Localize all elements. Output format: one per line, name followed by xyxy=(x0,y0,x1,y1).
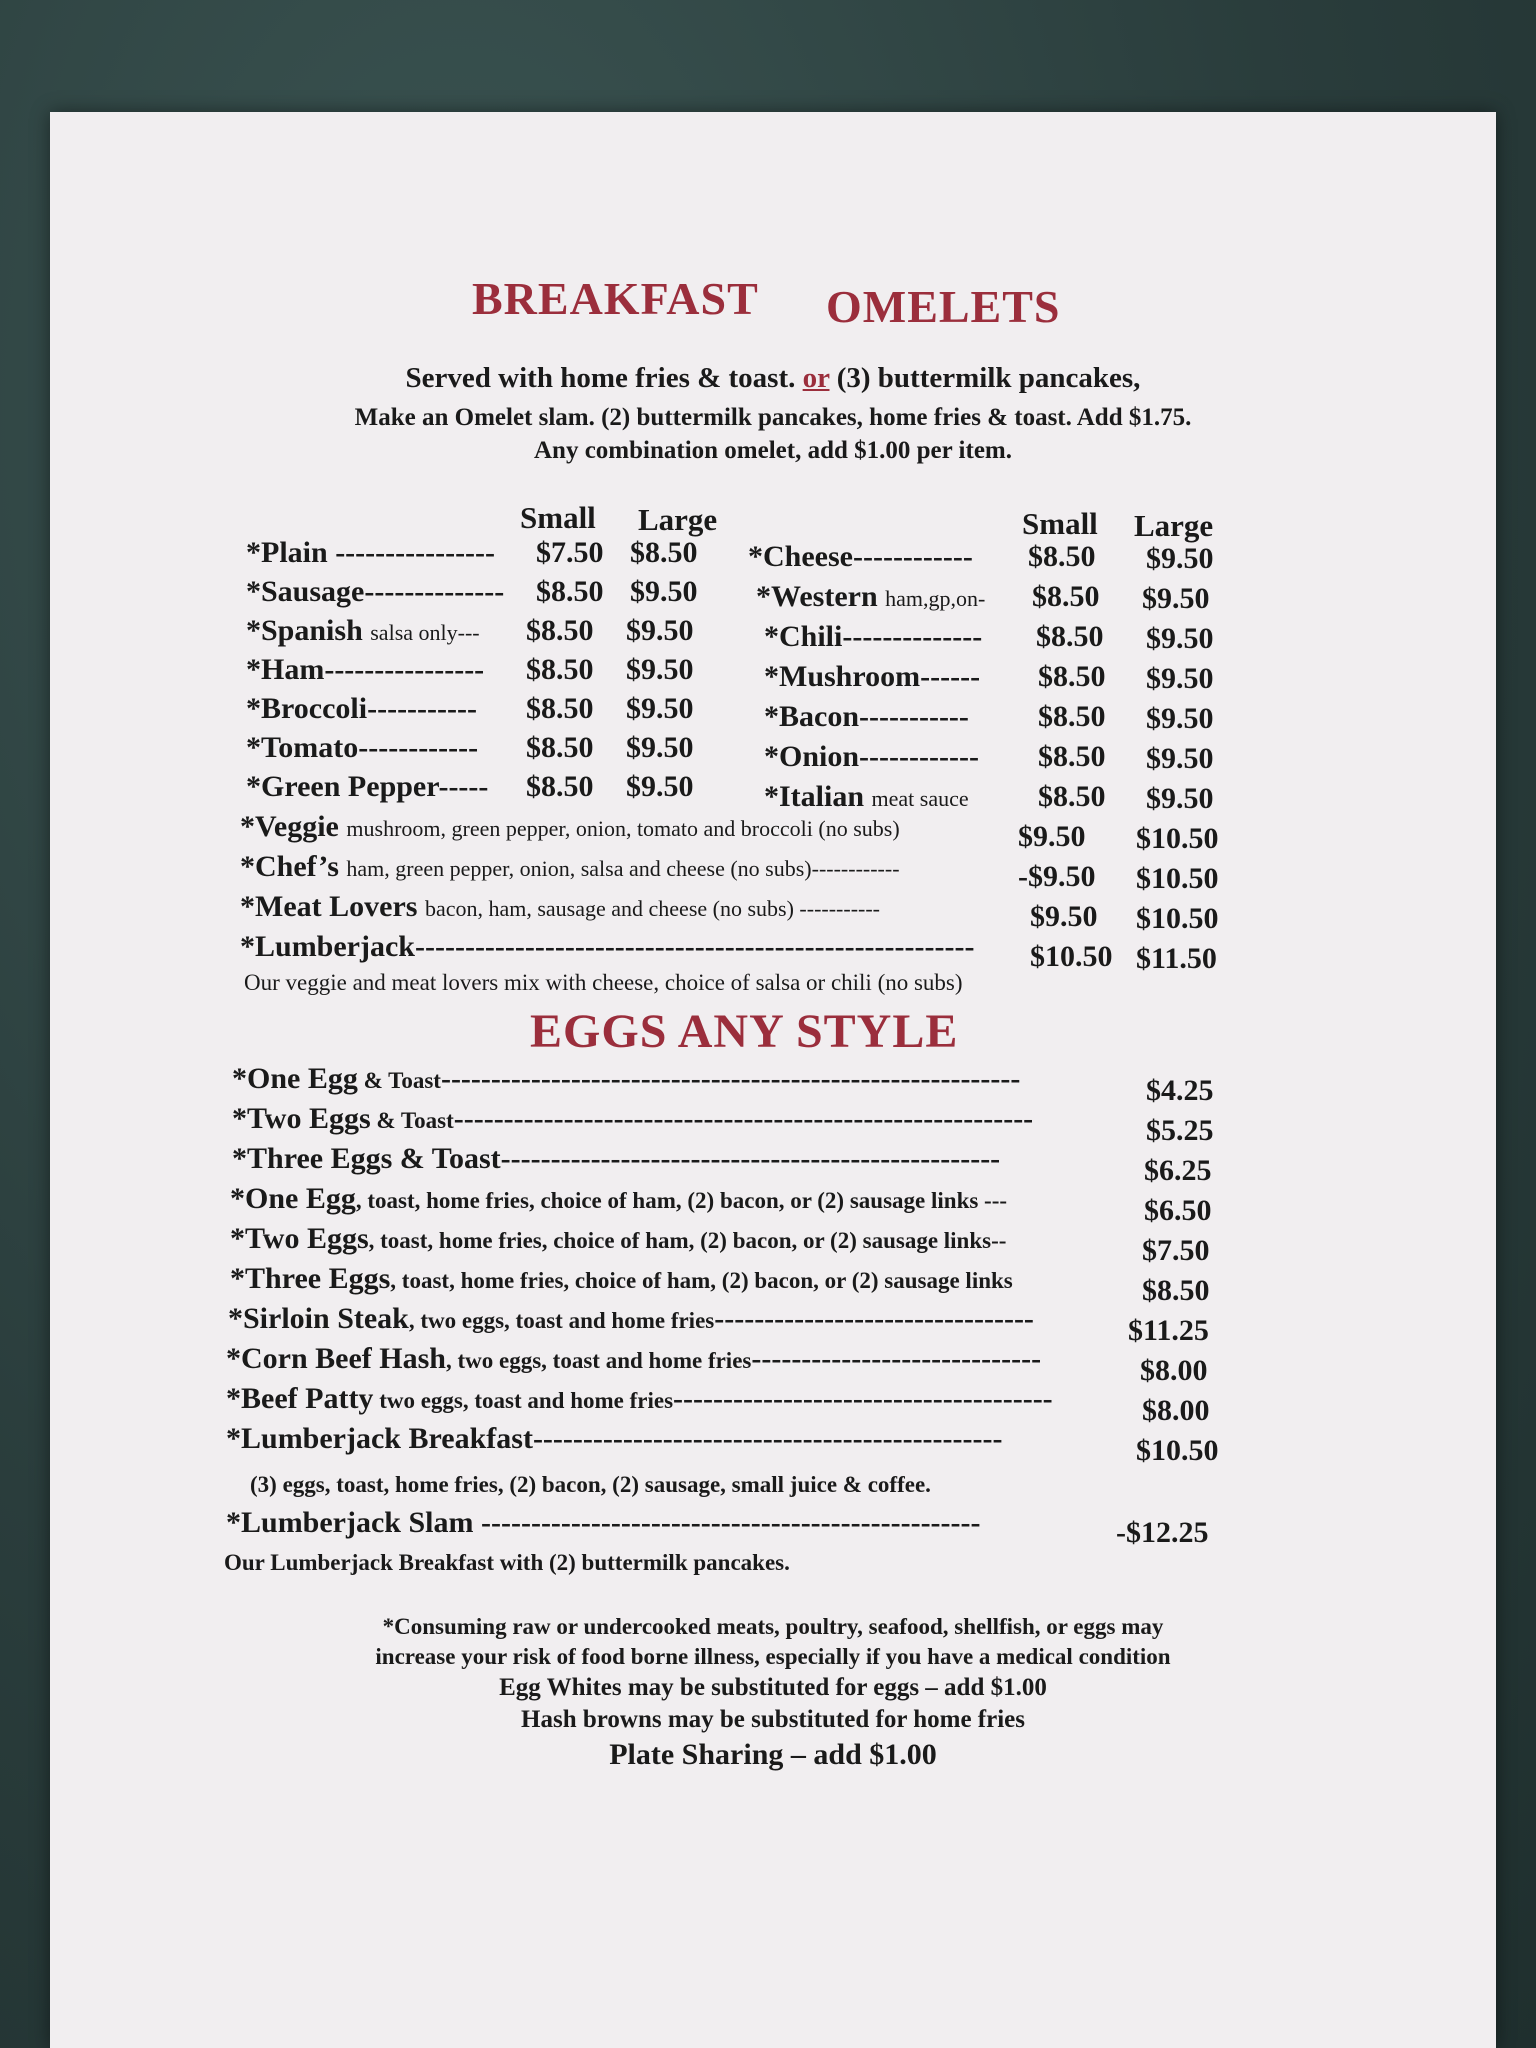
omelet-green-pepper: *Green Pepper----- xyxy=(246,770,489,803)
omelet-chili-large-price: $9.50 xyxy=(1146,622,1214,655)
omelet-chili: *Chili-------------- xyxy=(764,620,983,653)
omelet-ham-large-price: $9.50 xyxy=(626,653,694,686)
eggs-item-sirloin-steak: *Sirloin Steak, two eggs, toast and home fries-------------------------------- xyxy=(228,1302,1034,1335)
omelet-meat-lovers-large-price: $10.50 xyxy=(1136,902,1219,935)
intro-line-1: Served with home fries & toast. or (3) buttermilk pancakes, xyxy=(405,362,1141,394)
eggs-item-corn-beef-hash: *Corn Beef Hash, two eggs, toast and home fries----------------------------- xyxy=(226,1342,1042,1375)
omelet-meat-lovers: *Meat Lovers bacon, ham, sausage and cheese (no subs) ----------- xyxy=(240,890,881,923)
footer-line-5: Plate Sharing – add $1.00 xyxy=(609,1738,937,1771)
omelet-mushroom-small-price: $8.50 xyxy=(1038,660,1106,693)
col-header-large-left: Large xyxy=(638,502,718,537)
omelet-onion: *Onion------------ xyxy=(764,740,979,773)
eggs-item-beef-patty-price: $8.00 xyxy=(1142,1394,1210,1427)
footer-line-3: Egg Whites may be substituted for eggs – add $1.00 xyxy=(499,1674,1047,1701)
omelet-bacon-small-price: $8.50 xyxy=(1038,700,1106,733)
omelet-lumberjack: *Lumberjack-------------------------------------------------------- xyxy=(240,930,975,963)
footer-line-1: *Consuming raw or undercooked meats, poultry, seafood, shellfish, or eggs may xyxy=(382,1614,1164,1639)
menu-paper xyxy=(50,112,1496,2048)
omelet-italian: *Italian meat sauce xyxy=(764,780,969,813)
omelet-italian-small-price: $8.50 xyxy=(1038,780,1106,813)
omelet-veggie-large-price: $10.50 xyxy=(1136,822,1219,855)
eggs-item-lumberjack-slam-price: -$12.25 xyxy=(1116,1516,1209,1549)
omelet-chili-small-price: $8.50 xyxy=(1036,620,1104,653)
eggs-item-three-eggs-platter: *Three Eggs, toast, home fries, choice of ham, (2) bacon, or (2) sausage links xyxy=(230,1262,1013,1295)
col-header-small-left: Small xyxy=(520,500,596,535)
omelet-sausage-large-price: $9.50 xyxy=(630,575,698,608)
omelet-lumberjack-small-price: $10.50 xyxy=(1030,940,1113,973)
eggs-item-one-egg-platter-price: $6.50 xyxy=(1144,1194,1212,1227)
omelet-broccoli-large-price: $9.50 xyxy=(626,692,694,725)
omelet-ham: *Ham---------------- xyxy=(246,653,485,686)
omelet-onion-small-price: $8.50 xyxy=(1038,740,1106,773)
footer-line-2: increase your risk of food borne illness, especially if you have a medical condition xyxy=(375,1644,1171,1669)
omelet-plain: *Plain ---------------- xyxy=(246,536,496,569)
eggs-item-sirloin-steak-price: $11.25 xyxy=(1128,1314,1209,1347)
eggs-item-beef-patty: *Beef Patty two eggs, toast and home fries-------------------------------------- xyxy=(226,1382,1053,1415)
eggs-item-one-egg-toast: *One Egg & Toast---------------------------------------------------------- xyxy=(232,1062,1021,1095)
footer-line-4: Hash browns may be substituted for home fries xyxy=(521,1706,1025,1733)
eggs-item-two-eggs-platter-price: $7.50 xyxy=(1142,1234,1210,1267)
omelet-onion-large-price: $9.50 xyxy=(1146,742,1214,775)
omelet-cheese-small-price: $8.50 xyxy=(1028,540,1096,573)
eggs-item-one-egg-toast-price: $4.25 xyxy=(1146,1074,1214,1107)
omelet-lumberjack-large-price: $11.50 xyxy=(1136,942,1217,975)
omelet-chefs: *Chef’s ham, green pepper, onion, salsa and cheese (no subs)------------ xyxy=(240,850,900,883)
omelet-green-pepper-small-price: $8.50 xyxy=(526,770,594,803)
omelet-mushroom: *Mushroom------ xyxy=(764,660,981,693)
lumberjack-slam-note: Our Lumberjack Breakfast with (2) buttermilk pancakes. xyxy=(224,1550,790,1575)
eggs-item-corn-beef-hash-price: $8.00 xyxy=(1140,1354,1208,1387)
col-header-small-right: Small xyxy=(1022,506,1098,541)
section-title-omelets: OMELETS xyxy=(826,281,1061,332)
eggs-item-three-eggs-platter-price: $8.50 xyxy=(1142,1274,1210,1307)
omelet-meat-lovers-small-price: $9.50 xyxy=(1030,900,1098,933)
omelet-green-pepper-large-price: $9.50 xyxy=(626,770,694,803)
omelet-bacon: *Bacon----------- xyxy=(764,700,969,733)
omelet-veggie-small-price: $9.50 xyxy=(1018,820,1086,853)
intro-line-2: Make an Omelet slam. (2) buttermilk pancakes, home fries & toast. Add $1.75. xyxy=(354,404,1192,431)
omelet-mushroom-large-price: $9.50 xyxy=(1146,662,1214,695)
omelet-western-large-price: $9.50 xyxy=(1142,582,1210,615)
omelet-cheese-large-price: $9.50 xyxy=(1146,542,1214,575)
omelet-ham-small-price: $8.50 xyxy=(526,653,594,686)
eggs-item-two-eggs-toast: *Two Eggs & Toast---------------------------------------------------------- xyxy=(232,1102,1034,1135)
eggs-item-three-eggs-toast-price: $6.25 xyxy=(1144,1154,1212,1187)
intro-line-3: Any combination omelet, add $1.00 per item. xyxy=(534,437,1012,464)
eggs-item-three-eggs-toast: *Three Eggs & Toast-------------------------------------------------- xyxy=(232,1142,1001,1175)
omelet-veggie: *Veggie mushroom, green pepper, onion, tomato and broccoli (no subs) xyxy=(240,810,900,843)
omelet-chefs-small-price: -$9.50 xyxy=(1018,860,1096,893)
omelet-broccoli: *Broccoli----------- xyxy=(246,692,477,725)
lumberjack-breakfast-note: (3) eggs, toast, home fries, (2) bacon, (2) sausage, small juice & coffee. xyxy=(250,1472,931,1497)
omelet-broccoli-small-price: $8.50 xyxy=(526,692,594,725)
omelet-tomato: *Tomato------------ xyxy=(246,731,479,764)
lumberjack-omelet-note: Our veggie and meat lovers mix with cheese, choice of salsa or chili (no subs) xyxy=(244,970,963,995)
section-title-breakfast: BREAKFAST xyxy=(472,273,759,324)
omelet-italian-large-price: $9.50 xyxy=(1146,782,1214,815)
omelet-western: *Western ham,gp,on- xyxy=(756,580,986,613)
eggs-item-lumberjack-slam: *Lumberjack Slam -------------------------------------------------- xyxy=(226,1506,981,1539)
eggs-item-one-egg-platter: *One Egg, toast, home fries, choice of ham, (2) bacon, or (2) sausage links --- xyxy=(230,1182,1008,1215)
omelet-western-small-price: $8.50 xyxy=(1032,580,1100,613)
omelet-sausage-small-price: $8.50 xyxy=(536,575,604,608)
eggs-item-lumberjack-breakfast: *Lumberjack Breakfast----------------------------------------------- xyxy=(226,1422,1003,1455)
omelet-bacon-large-price: $9.50 xyxy=(1146,702,1214,735)
omelet-spanish-small-price: $8.50 xyxy=(526,614,594,647)
omelet-spanish-large-price: $9.50 xyxy=(626,614,694,647)
omelet-cheese: *Cheese------------ xyxy=(748,540,973,573)
omelet-chefs-large-price: $10.50 xyxy=(1136,862,1219,895)
omelet-tomato-small-price: $8.50 xyxy=(526,731,594,764)
eggs-item-lumberjack-breakfast-price: $10.50 xyxy=(1136,1434,1219,1467)
omelet-plain-large-price: $8.50 xyxy=(630,536,698,569)
omelet-spanish: *Spanish salsa only--- xyxy=(246,614,480,647)
eggs-item-two-eggs-platter: *Two Eggs, toast, home fries, choice of ham, (2) bacon, or (2) sausage links-- xyxy=(230,1222,1007,1255)
col-header-large-right: Large xyxy=(1134,508,1214,543)
omelet-tomato-large-price: $9.50 xyxy=(626,731,694,764)
omelet-plain-small-price: $7.50 xyxy=(536,536,604,569)
section-title-eggs: EGGS ANY STYLE xyxy=(530,1005,959,1058)
or-word: or xyxy=(802,362,830,394)
eggs-item-two-eggs-toast-price: $5.25 xyxy=(1146,1114,1214,1147)
omelet-sausage: *Sausage-------------- xyxy=(246,575,505,608)
